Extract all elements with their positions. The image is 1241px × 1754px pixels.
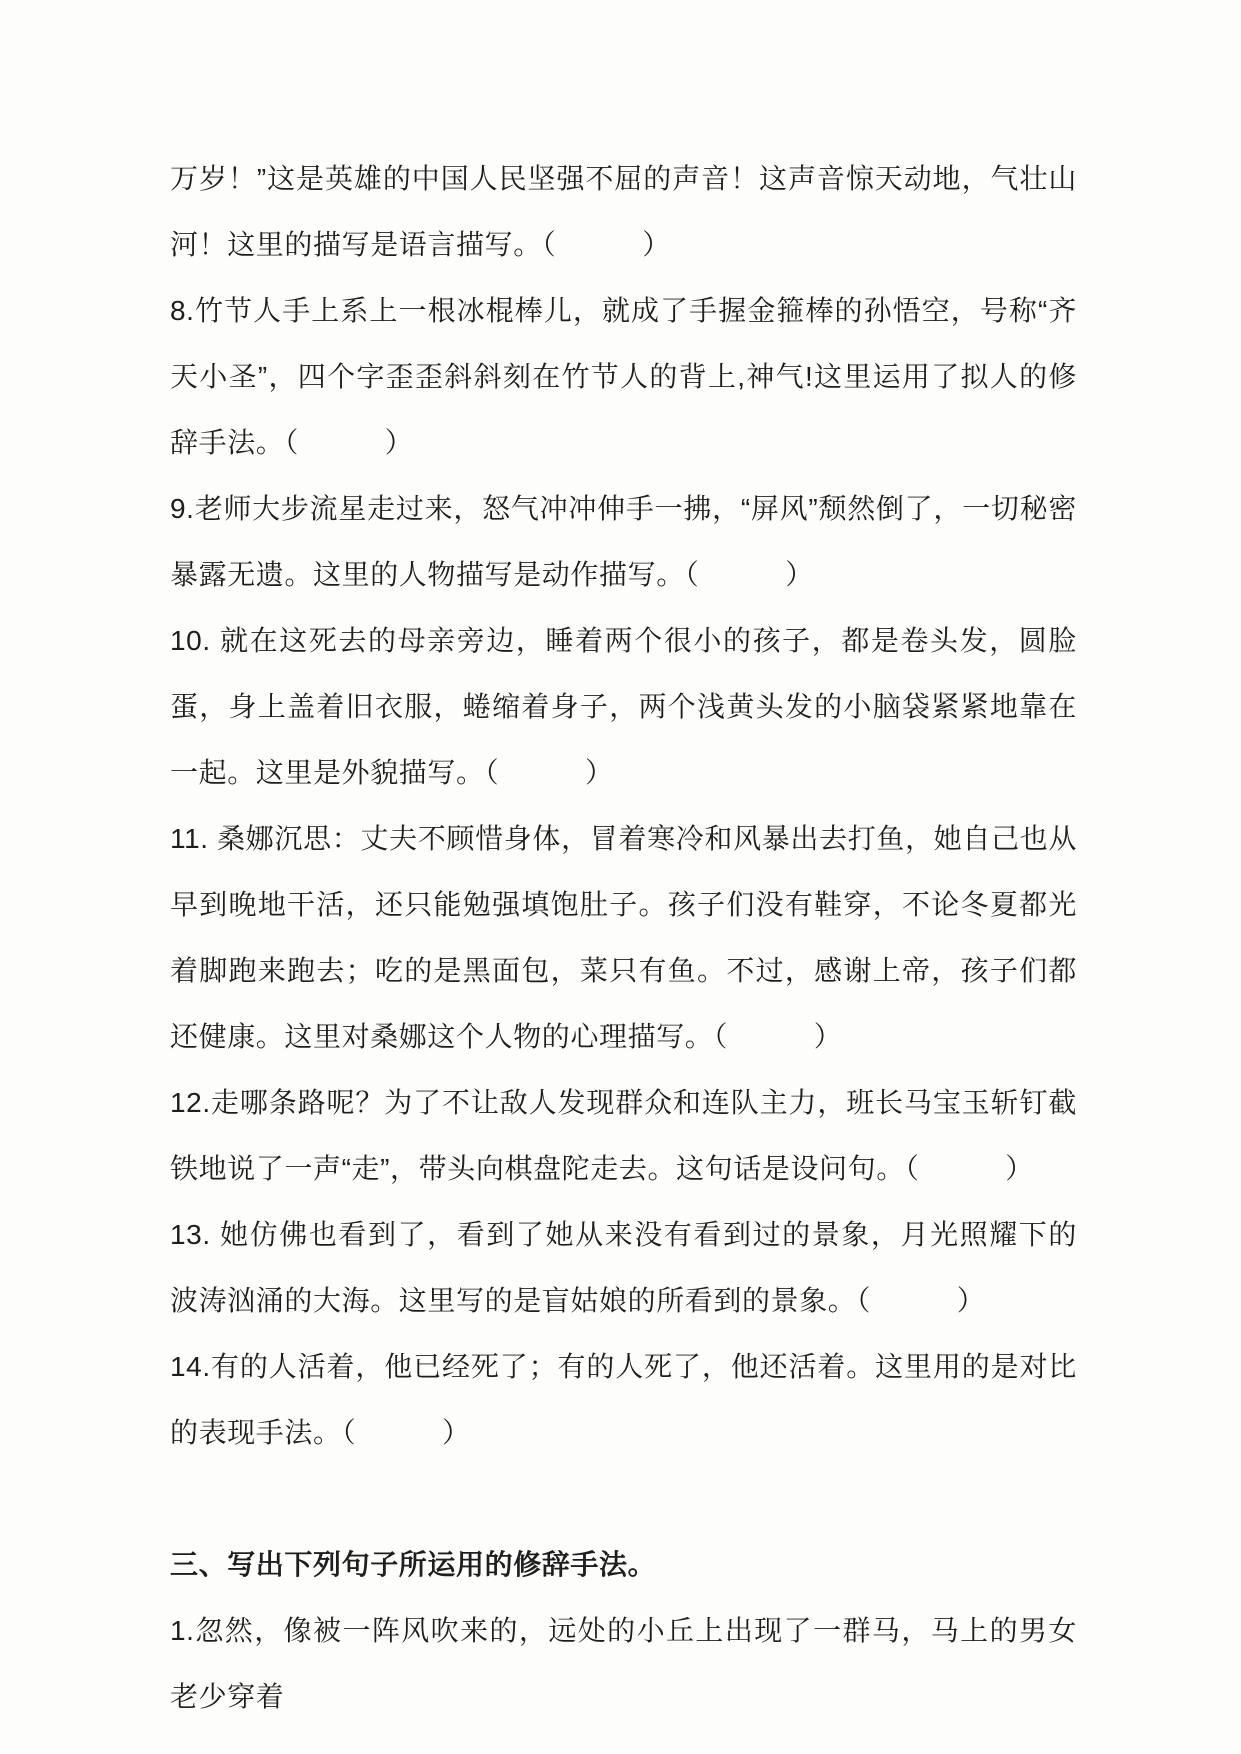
- question-paragraph: 9.老师大步流星走过来，怒气冲冲伸手一拂，“屏风”颓然倒了，一切秘密暴露无遗。这里的人物描写是动作描写。（ ）: [170, 493, 1077, 590]
- question-paragraph: 11. 桑娜沉思：丈夫不顾惜身体，冒着寒冷和风暴出去打鱼，她自己也从早到晚地干活，还只能勉强填饱肚子。孩子们没有鞋穿，不论冬夏都光着脚跑来跑去；吃的是黑面包，菜只有鱼。不过，感谢上帝，孩子们都还健康。这里对桑娜这个人物的心理描写。（ ）: [170, 823, 1077, 1052]
- question-paragraph: 10. 就在这死去的母亲旁边，睡着两个很小的孩子，都是卷头发，圆脸蛋，身上盖着旧衣服，蜷缩着身子，两个浅黄头发的小脑袋紧紧地靠在一起。这里是外貌描写。（ ）: [170, 625, 1077, 788]
- question-paragraph: 万岁！”这是英雄的中国人民坚强不屈的声音！这声音惊天动地，气壮山河！这里的描写是语言描写。（ ）: [170, 163, 1077, 260]
- question-paragraph: 8.竹节人手上系上一根冰棍棒儿，就成了手握金箍棒的孙悟空，号称“齐天小圣”，四个字歪歪斜斜刻在竹节人的背上,神气!这里运用了拟人的修辞手法。（ ）: [170, 295, 1077, 458]
- question-paragraph: 12.走哪条路呢？为了不让敌人发现群众和连队主力，班长马宝玉斩钉截铁地说了一声“走”，带头向棋盘陀走去。这句话是设问句。（ ）: [170, 1087, 1077, 1184]
- question-paragraph: 14.有的人活着，他已经死了；有的人死了，他还活着。这里用的是对比的表现手法。（ ）: [170, 1351, 1077, 1448]
- question-paragraph: 1.忽然，像被一阵风吹来的，远处的小丘上出现了一群马，马上的男女老少穿着: [170, 1615, 1077, 1712]
- section-heading: 三、写出下列句子所运用的修辞手法。: [170, 1549, 657, 1580]
- question-paragraph: 13. 她仿佛也看到了，看到了她从来没有看到过的景象，月光照耀下的波涛汹涌的大海。这里写的是盲姑娘的所看到的景象。（ ）: [170, 1219, 1077, 1316]
